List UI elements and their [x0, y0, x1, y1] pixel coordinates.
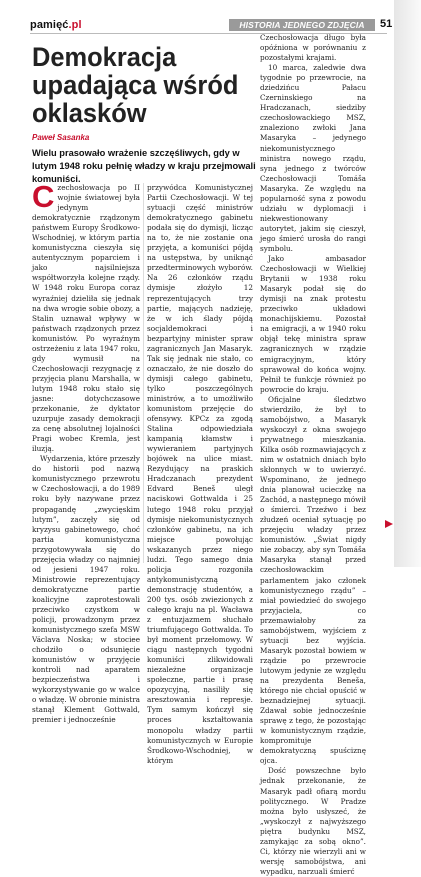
paragraph-text: zechosłowacja po II wojnie światowej była jedynym demokratycznie rządzonym państwem Europy Środkowo-Wschodniej, w którym partia komunistyczna cieszyła się autentycznym poparciem i jako najsilniejsza współtworzyła kolejne rządy. W 1948 roku Europa coraz wyraźniej dzieliła się jednak na dwa wrogie sobie obozy, a Stalin uznawał wpływy w państwach rządzonych przez komunistów. Po wyraźnym ostrzeżeniu z lata 1947 roku, gdy wymusił na Czechosłowacji rezygnację z przyjęcia planu Marshalla, w lutym 1948 roku stało się jasne: dotychczasowe przekonanie, że dyktator uzurpuje zasady demokracji za cenę absolutnej lojalności Pragi wobec Kremla, jest iluzją. — [32, 183, 140, 454]
text-column-2 — [147, 183, 253, 766]
text-column-1 — [32, 179, 140, 726]
paragraph: Jako ambasador Czechosłowacji w Wielkiej Brytanii w 1938 roku Masaryk podał się do dymisji na znak protestu przeciwko układowi monachijskiemu. Pozostał na emigracji, a w 1940 roku objął tekę ministra spraw zagranicznych w rządzie emigracyjnym, który sprawował do końca wojny. Pełnił te funkcje również po powrocie do kraju. — [260, 254, 366, 394]
drop-cap: C — [32, 179, 55, 214]
logo-domain: .pl — [68, 19, 82, 31]
paragraph: Czechosłowacja długo była opóźniona w porównaniu z pozostałymi krajami. — [260, 33, 366, 63]
article-lead: Wielu prasowało wrażenie szczęśliwych, gdy w lutym 1948 roku pełnię władzy w kraju przejmowali komuniści. — [32, 148, 256, 184]
logo-text: pamięć — [30, 19, 69, 31]
column-divider — [143, 183, 144, 563]
article-author: Paweł Sasanka — [32, 133, 90, 142]
paragraph: przywódca Komunistycznej Partii Czechosłowacji. W tej sytuacji część ministrów demokratycznego gabinetu podała się do dymisji, licząc na to, że nie zostanie ona przyjęta, a komuniści pójdą na ustępstwa, by uniknąć przedterminowych wyborów. Na 26 członków rządu dymisje złożyło 12 reprezentujących trzy partie, mających nadzieję, że w ich ślady pójdą socjaldemokraci i bezpartyjny minister spraw zagranicznych Jan Masaryk. Tak się jednak nie stało, co oznaczało, że nie doszło do dymisji całego gabinetu, tylko poszczególnych ministrów, a to umożliwiło komunistom przejęcie do ofensywy. KPCz za zgodą Stalina odpowiedziała kampanią kłamstw i wywieraniem partyjnych bojówek na ulice miast. Rezydujący na praskich Hradczanach prezydent Edvard Beneš uległ naciskowi Gottwalda i 25 lutego 1948 roku przyjął dymisje niekomunistycznych członków gabinetu, na ich miejsce powołując wskazanych przez niego ludzi. Tego samego dnia policja rozgoniła antykomunistyczną demonstrację studentów, a 200 tys. osób zwiezionych z całego kraju na pl. Wacława z entuzjazmem słuchało triumfującego Gottwalda. To był moment przełomowy. W ciągu następnych tygodni komuniści zlikwidowali niezależne organizacje społeczne, partie i prasę opozycyjną, nasiliły się aresztowania i represje. Tym samym kończył się proces kształtowania monopolu władzy partii komunistycznych w Europie Środkowo-Wschodniej, w którym — [147, 183, 253, 765]
paragraph: Dość powszechne było jednak przekonanie, że Masaryk padł ofiarą mordu politycznego. W Pradze można było usłyszeć, że „wyskoczył z najwyższego piętra budynku MSZ, zamykając za sobą okno”. Ci, którzy nie wierzyli ani w wersję samobójstwa, ani wypadku, narzuali śmierć — [260, 766, 366, 876]
paragraph: Wydarzenia, które przeszły do historii pod nazwą komunistycznego przewrotu w Czechosłowacji, a do 1989 roku były nazywane przez propagandę „zwycięskim lutym”, zaczęły się od kryzysu gabinetowego, choć partia komunistyczna przygotowywała się do przejęcia władzy co najmniej od jesieni 1947 roku. Ministrowie reprezentujący demokratyczne partie koalicyjne zaprotestowali przeciwko czystkom w policji, prowadzonym przez komunistycznego szefa MSW Václava Noska; w stociee chodziło o odsunięcie komunistów w przyjęcie kontroli nad aparatem bezpieczeństwa i wykorzystywanie go w walce o władzę. W obronie ministra stanął Klement Gottwald, premier i jednocześnie — [32, 454, 140, 725]
magazine-logo — [30, 19, 82, 31]
text-column-3 — [260, 33, 366, 877]
paragraph: 10 marca, zaledwie dwa tygodnie po przewrocie, na dziedzińcu Pałacu Czerninskiego na Hradczanach, siedziby czechosłowackiego MSZ, znaleziono zwłoki Jana Masaryka – jedynego niekomunistycznego ministra nowego rządu, syna jednego z twórców Czechosłowacji Tomáša Masaryka. Ze względu na popularność syna z powodu udziału w dyplomacji i niekwestionowany autorytet, jakim się cieszył, jego śmierć urosła do rangi symbolu. — [260, 63, 366, 253]
continue-arrow-icon — [385, 520, 393, 528]
page-edge — [394, 0, 421, 567]
paragraph — [32, 179, 140, 454]
paragraph: Oficjalne śledztwo stwierdziło, że był to samobójstwo, a Masaryk wyskoczył z okna swojego prywatnego mieszkania. Kilka osób rozmawiających z nim w ostatnich dniach było skłonnych w to uwierzyć. Wspominano, że jednego dnia planował ucieczkę na Zachód, a następnego mówił o śmierci. Trzeźwo i bez złudzeń oceniał sytuację po przejęciu władzy przez komunistów. „Świat nigdy nie zobaczy, aby syn Tomáša Masaryka stanął przed czechosłowackim parlamentem jako członek komunistycznego rządu” – miał powiedzieć do swojego przyjaciela, co przemawiałoby za samobójstwem, wyjściem z sytuacji bez wyjścia. Masaryk pozostał bowiem w rządzie po przewrocie lutowym jedynie ze względu na prezydenta Beneša, którego nie chciał opuścić w beznadziejnej sytuacji. Zdawał sobie jednocześnie sprawę z tego, że pozostając w komunistycznym rządzie, kompromituje demokratyczną spuściznę ojca. — [260, 394, 366, 766]
article-title: Demokracja upadająca wśród oklasków — [32, 42, 239, 128]
page-number: 51 — [380, 18, 393, 30]
section-label: HISTORIA JEDNEGO ZDJĘCIA — [229, 19, 375, 31]
